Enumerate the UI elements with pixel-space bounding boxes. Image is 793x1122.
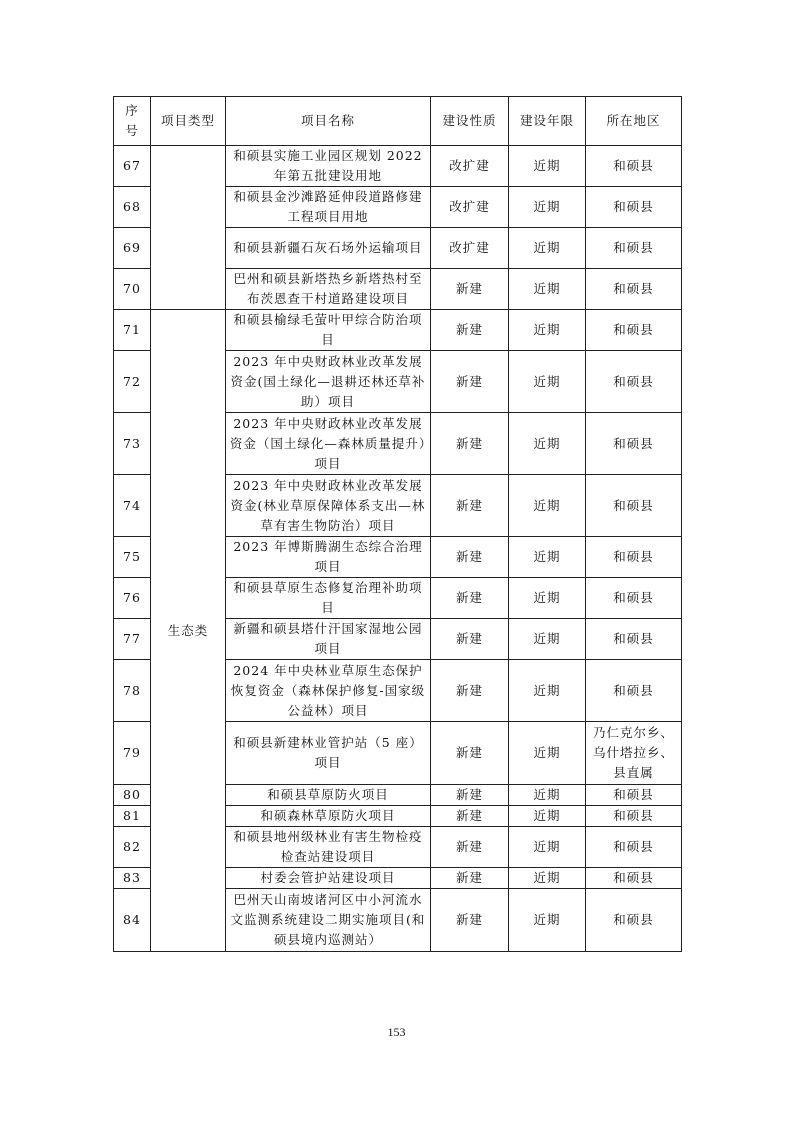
- row-nature: 新建: [431, 310, 509, 351]
- row-name: 2023 年中央财政林业改革发展资金(林业草原保障体系支出—林草有害生物防治）项目: [226, 475, 431, 537]
- row-seq: 72: [114, 351, 151, 413]
- row-seq: 76: [114, 578, 151, 619]
- row-name: 和硕县榆绿毛萤叶甲综合防治项目: [226, 310, 431, 351]
- row-region: 和硕县: [586, 785, 682, 806]
- row-nature: 新建: [431, 351, 509, 413]
- row-region: 和硕县: [586, 146, 682, 187]
- header-period: 建设年限: [509, 97, 586, 146]
- row-period: 近期: [509, 187, 586, 228]
- row-region: 和硕县: [586, 310, 682, 351]
- header-nature: 建设性质: [431, 97, 509, 146]
- row-region: 和硕县: [586, 475, 682, 537]
- row-seq: 74: [114, 475, 151, 537]
- row-region: 和硕县: [586, 806, 682, 827]
- row-seq: 79: [114, 722, 151, 785]
- page-number: 153: [387, 1025, 406, 1039]
- row-period: 近期: [509, 351, 586, 413]
- row-name: 2023 年中央财政林业改革发展资金（国土绿化—森林质量提升）项目: [226, 413, 431, 475]
- row-name: 新疆和硕县塔什汗国家湿地公园项目: [226, 619, 431, 660]
- row-name: 和硕县金沙滩路延伸段道路修建工程项目用地: [226, 187, 431, 228]
- row-period: 近期: [509, 475, 586, 537]
- row-name: 和硕县新建林业管护站（5 座）项目: [226, 722, 431, 785]
- row-period: 近期: [509, 310, 586, 351]
- row-period: 近期: [509, 269, 586, 310]
- row-period: 近期: [509, 827, 586, 868]
- row-name: 和硕县实施工业园区规划 2022 年第五批建设用地: [226, 146, 431, 187]
- row-period: 近期: [509, 228, 586, 269]
- row-nature: 新建: [431, 660, 509, 722]
- row-name: 2024 年中央林业草原生态保护恢复资金（森林保护修复-国家级公益林）项目: [226, 660, 431, 722]
- row-name: 巴州天山南坡诸河区中小河流水文监测系统建设二期实施项目(和硕县境内巡测站）: [226, 889, 431, 952]
- row-nature: 新建: [431, 475, 509, 537]
- row-region: 和硕县: [586, 868, 682, 889]
- row-period: 近期: [509, 660, 586, 722]
- row-seq: 84: [114, 889, 151, 952]
- row-nature: 改扩建: [431, 187, 509, 228]
- row-seq: 70: [114, 269, 151, 310]
- row-nature: 新建: [431, 413, 509, 475]
- row-region: 和硕县: [586, 537, 682, 578]
- row-period: 近期: [509, 868, 586, 889]
- row-nature: 新建: [431, 806, 509, 827]
- row-name: 2023 年博斯腾湖生态综合治理项目: [226, 537, 431, 578]
- row-nature: 新建: [431, 578, 509, 619]
- row-region: 和硕县: [586, 228, 682, 269]
- row-seq: 69: [114, 228, 151, 269]
- row-seq: 83: [114, 868, 151, 889]
- row-seq: 78: [114, 660, 151, 722]
- row-name: 2023 年中央财政林业改革发展资金(国土绿化—退耕还林还草补助）项目: [226, 351, 431, 413]
- row-region: 和硕县: [586, 889, 682, 952]
- row-name: 巴州和硕县新塔热乡新塔热村至布茨恩查干村道路建设项目: [226, 269, 431, 310]
- project-table: [113, 96, 682, 952]
- row-period: 近期: [509, 722, 586, 785]
- row-period: 近期: [509, 537, 586, 578]
- row-seq: 75: [114, 537, 151, 578]
- row-region: 和硕县: [586, 660, 682, 722]
- row-region: 和硕县: [586, 269, 682, 310]
- row-nature: 新建: [431, 722, 509, 785]
- row-name: 和硕县草原生态修复治理补助项目: [226, 578, 431, 619]
- row-name: 和硕森林草原防火项目: [226, 806, 431, 827]
- row-nature: 改扩建: [431, 146, 509, 187]
- row-seq: 82: [114, 827, 151, 868]
- row-name: 和硕县地州级林业有害生物检疫检查站建设项目: [226, 827, 431, 868]
- row-region: 和硕县: [586, 619, 682, 660]
- row-name: 村委会管护站建设项目: [226, 868, 431, 889]
- row-region: 和硕县: [586, 827, 682, 868]
- row-period: 近期: [509, 578, 586, 619]
- row-region: 和硕县: [586, 187, 682, 228]
- table-row: [114, 146, 682, 187]
- header-seq: 序 号: [114, 97, 151, 146]
- row-region: 和硕县: [586, 413, 682, 475]
- row-region: 和硕县: [586, 578, 682, 619]
- row-seq: 67: [114, 146, 151, 187]
- row-name: 和硕县新疆石灰石场外运输项目: [226, 228, 431, 269]
- row-nature: 新建: [431, 537, 509, 578]
- row-nature: 新建: [431, 868, 509, 889]
- row-seq: 68: [114, 187, 151, 228]
- row-period: 近期: [509, 619, 586, 660]
- row-nature: 新建: [431, 619, 509, 660]
- row-seq: 81: [114, 806, 151, 827]
- row-period: 近期: [509, 806, 586, 827]
- table-row: [114, 310, 682, 351]
- row-type: 生态类: [151, 310, 226, 952]
- row-region: 和硕县: [586, 351, 682, 413]
- header-name: 项目名称: [226, 97, 431, 146]
- row-nature: 新建: [431, 785, 509, 806]
- row-seq: 77: [114, 619, 151, 660]
- row-nature: 新建: [431, 269, 509, 310]
- row-period: 近期: [509, 785, 586, 806]
- row-nature: 新建: [431, 827, 509, 868]
- row-nature: 改扩建: [431, 228, 509, 269]
- row-seq: 73: [114, 413, 151, 475]
- row-period: 近期: [509, 146, 586, 187]
- row-period: 近期: [509, 889, 586, 952]
- row-seq: 80: [114, 785, 151, 806]
- row-nature: 新建: [431, 889, 509, 952]
- row-period: 近期: [509, 413, 586, 475]
- row-region: 乃仁克尔乡、乌什塔拉乡、县直属: [586, 722, 682, 785]
- row-seq: 71: [114, 310, 151, 351]
- row-name: 和硕县草原防火项目: [226, 785, 431, 806]
- header-type: 项目类型: [151, 97, 226, 146]
- table-header-row: [114, 97, 682, 146]
- row-type-cell-empty: [151, 146, 226, 310]
- header-region: 所在地区: [586, 97, 682, 146]
